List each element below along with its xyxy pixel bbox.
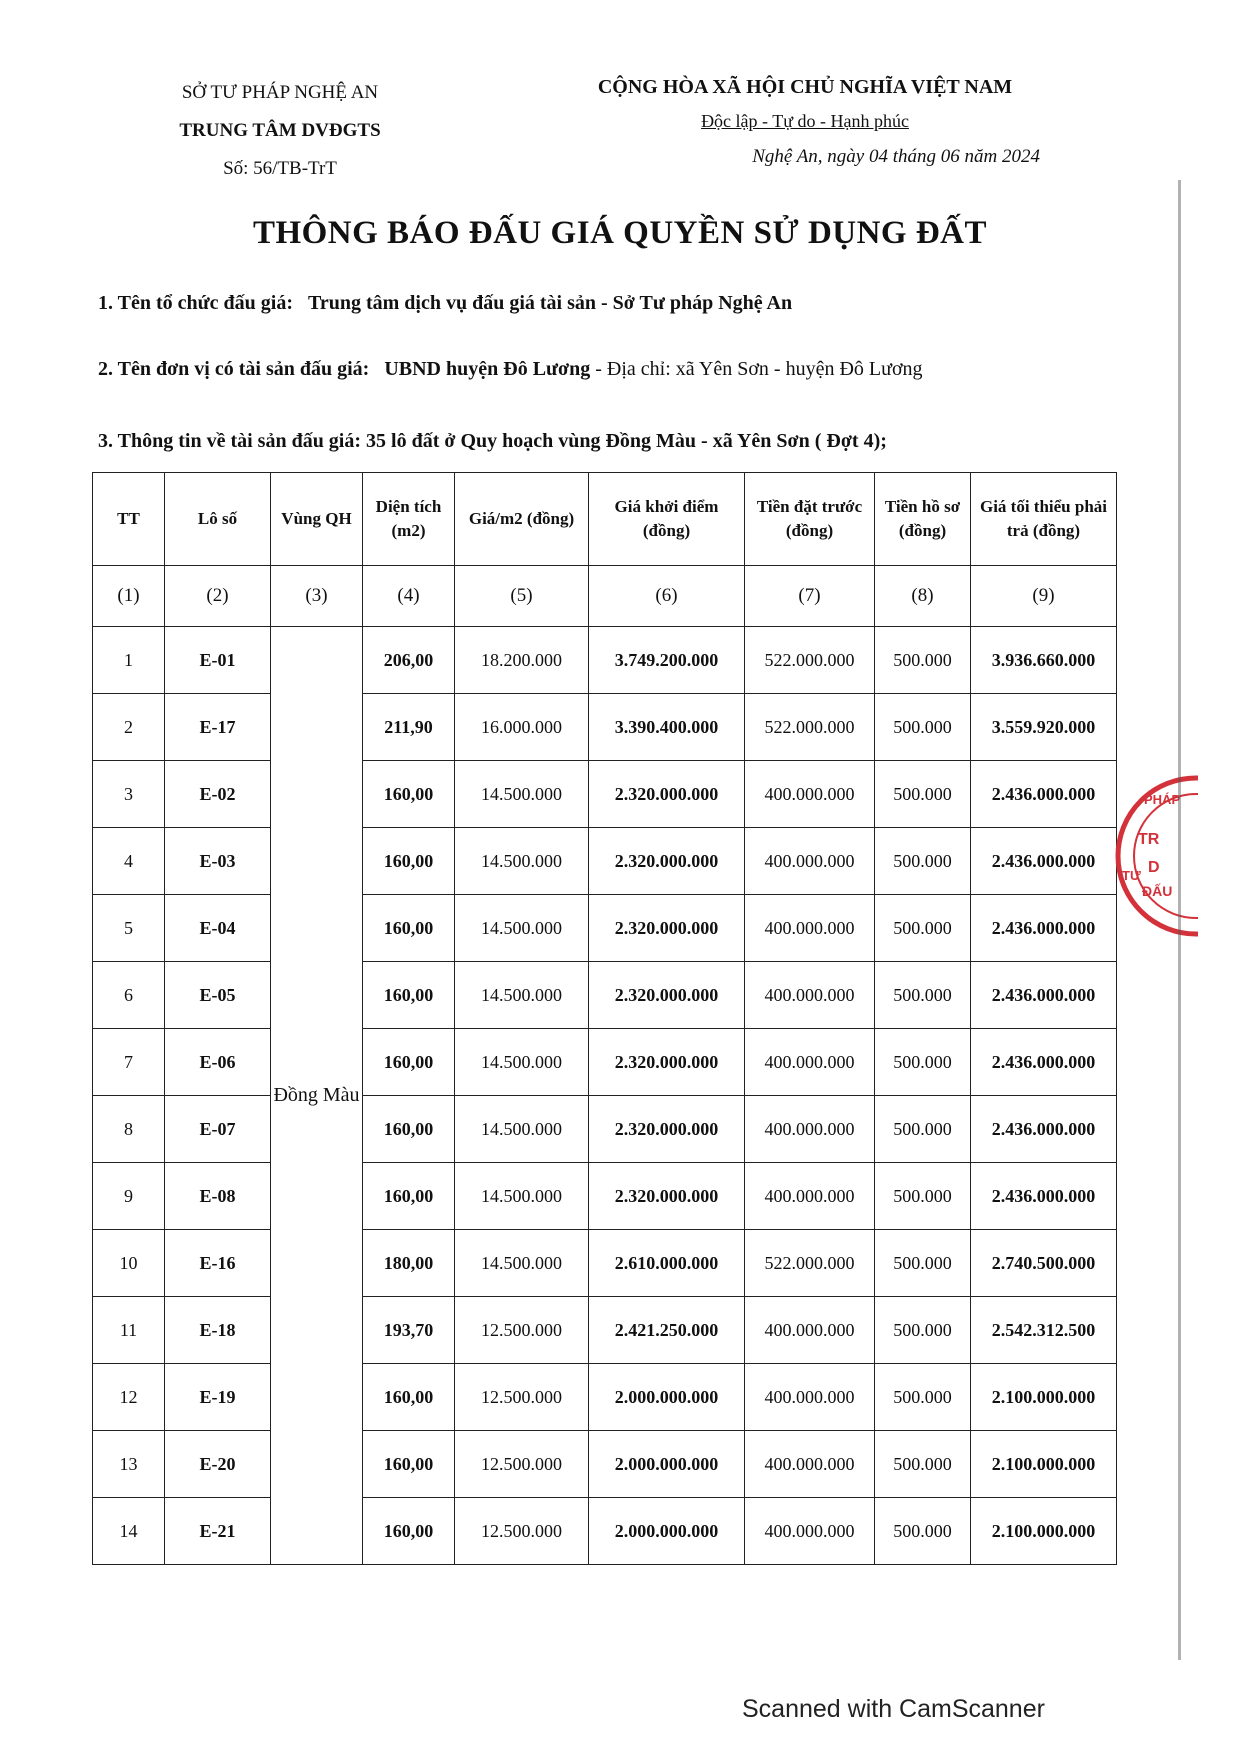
deposit-cell: 400.000.000 <box>745 1297 875 1364</box>
row-number: 2 <box>93 694 165 761</box>
area-cell: 180,00 <box>363 1230 455 1297</box>
fee-cell: 500.000 <box>875 1029 971 1096</box>
fee-cell: 500.000 <box>875 1096 971 1163</box>
start-price-cell: 3.390.400.000 <box>589 694 745 761</box>
row-number: 6 <box>93 962 165 1029</box>
col-header-start-price: Giá khởi điểm (đồng) <box>589 473 745 566</box>
issuer-name: TRUNG TÂM DVĐGTS <box>179 120 381 141</box>
col-number: (3) <box>271 566 363 627</box>
table-row <box>93 895 1117 962</box>
col-header-fee: Tiền hồ sơ (đồng) <box>875 473 971 566</box>
col-header-lot: Lô số <box>165 473 271 566</box>
info-line-2 <box>98 358 923 381</box>
info-value: Trung tâm dịch vụ đấu giá tài sản - Sở Tư pháp Nghệ An <box>307 292 793 314</box>
national-motto: Độc lập - Tự do - Hạnh phúc <box>701 111 909 131</box>
row-number: 14 <box>93 1498 165 1565</box>
start-price-cell: 3.749.200.000 <box>589 627 745 694</box>
lot-number: E-02 <box>165 761 271 828</box>
info-line-1 <box>98 292 792 315</box>
fee-cell: 500.000 <box>875 1230 971 1297</box>
min-price-cell: 2.100.000.000 <box>971 1431 1117 1498</box>
area-cell: 160,00 <box>363 962 455 1029</box>
col-number: (2) <box>165 566 271 627</box>
col-number: (5) <box>455 566 589 627</box>
lot-number: E-16 <box>165 1230 271 1297</box>
info-label: 2. Tên đơn vị có tài sản đấu giá: <box>98 358 370 380</box>
fee-cell: 500.000 <box>875 1297 971 1364</box>
lot-number: E-06 <box>165 1029 271 1096</box>
document-number: Số: 56/TB-TrT <box>223 158 337 179</box>
column-number-row <box>93 566 1117 627</box>
table-row <box>93 1163 1117 1230</box>
col-header-deposit: Tiền đặt trước (đồng) <box>745 473 875 566</box>
deposit-cell: 522.000.000 <box>745 694 875 761</box>
lot-number: E-03 <box>165 828 271 895</box>
info-line-3 <box>98 430 887 453</box>
area-cell: 160,00 <box>363 1096 455 1163</box>
area-cell: 160,00 <box>363 761 455 828</box>
price-per-m2-cell: 12.500.000 <box>455 1364 589 1431</box>
place-date: Nghệ An, ngày 04 tháng 06 năm 2024 <box>752 146 1040 167</box>
min-price-cell: 2.436.000.000 <box>971 962 1117 1029</box>
svg-text:TƯ: TƯ <box>1122 868 1141 883</box>
area-cell: 160,00 <box>363 1029 455 1096</box>
info-address: - Địa chỉ: xã Yên Sơn - huyện Đô Lương <box>590 358 923 380</box>
min-price-cell: 2.436.000.000 <box>971 828 1117 895</box>
col-header-min-price: Giá tối thiểu phải trả (đồng) <box>971 473 1117 566</box>
price-per-m2-cell: 12.500.000 <box>455 1431 589 1498</box>
area-cell: 160,00 <box>363 1364 455 1431</box>
col-number: (7) <box>745 566 875 627</box>
table-body <box>93 627 1117 1565</box>
fee-cell: 500.000 <box>875 1431 971 1498</box>
row-number: 12 <box>93 1364 165 1431</box>
price-per-m2-cell: 14.500.000 <box>455 1096 589 1163</box>
start-price-cell: 2.000.000.000 <box>589 1431 745 1498</box>
fee-cell: 500.000 <box>875 627 971 694</box>
svg-text:ĐẤU: ĐẤU <box>1142 883 1173 899</box>
table-row <box>93 1230 1117 1297</box>
start-price-cell: 2.320.000.000 <box>589 962 745 1029</box>
scanner-watermark: Scanned with CamScanner <box>742 1695 1045 1723</box>
deposit-cell: 400.000.000 <box>745 1096 875 1163</box>
official-seal <box>1108 768 1198 943</box>
info-label: 3. Thông tin về tài sản đấu giá: 35 lô đất ở Quy hoạch vùng Đồng Màu - xã Yên Sơn ( Đợt 4); <box>98 430 887 452</box>
table-row <box>93 1297 1117 1364</box>
price-per-m2-cell: 14.500.000 <box>455 1163 589 1230</box>
col-number: (8) <box>875 566 971 627</box>
min-price-cell: 3.936.660.000 <box>971 627 1117 694</box>
start-price-cell: 2.320.000.000 <box>589 761 745 828</box>
table-row <box>93 1364 1117 1431</box>
area-cell: 160,00 <box>363 1498 455 1565</box>
table-row <box>93 1431 1117 1498</box>
table-row <box>93 761 1117 828</box>
issuer-parent: SỞ TƯ PHÁP NGHỆ AN <box>181 82 379 103</box>
fee-cell: 500.000 <box>875 1163 971 1230</box>
area-cell: 206,00 <box>363 627 455 694</box>
min-price-cell: 3.559.920.000 <box>971 694 1117 761</box>
lot-number: E-20 <box>165 1431 271 1498</box>
deposit-cell: 400.000.000 <box>745 1498 875 1565</box>
area-cell: 160,00 <box>363 828 455 895</box>
price-per-m2-cell: 12.500.000 <box>455 1498 589 1565</box>
lot-number: E-08 <box>165 1163 271 1230</box>
col-header-area: Diện tích (m2) <box>363 473 455 566</box>
table-row <box>93 1096 1117 1163</box>
lot-number: E-17 <box>165 694 271 761</box>
min-price-cell: 2.542.312.500 <box>971 1297 1117 1364</box>
row-number: 1 <box>93 627 165 694</box>
table-row <box>93 1029 1117 1096</box>
fee-cell: 500.000 <box>875 828 971 895</box>
row-number: 7 <box>93 1029 165 1096</box>
lot-number: E-04 <box>165 895 271 962</box>
table-row <box>93 1498 1117 1565</box>
start-price-cell: 2.421.250.000 <box>589 1297 745 1364</box>
start-price-cell: 2.320.000.000 <box>589 1096 745 1163</box>
info-label: 1. Tên tổ chức đấu giá: <box>98 292 293 314</box>
deposit-cell: 400.000.000 <box>745 962 875 1029</box>
svg-text:D: D <box>1148 859 1160 876</box>
price-per-m2-cell: 14.500.000 <box>455 761 589 828</box>
national-header <box>570 76 1040 168</box>
lot-number: E-05 <box>165 962 271 1029</box>
deposit-cell: 400.000.000 <box>745 1029 875 1096</box>
deposit-cell: 400.000.000 <box>745 895 875 962</box>
area-cell: 160,00 <box>363 895 455 962</box>
lot-number: E-01 <box>165 627 271 694</box>
col-header-tt: TT <box>93 473 165 566</box>
row-number: 4 <box>93 828 165 895</box>
fee-cell: 500.000 <box>875 1364 971 1431</box>
svg-text:PHÁP: PHÁP <box>1144 792 1181 807</box>
region-cell: Đồng Màu <box>271 627 363 1565</box>
min-price-cell: 2.436.000.000 <box>971 1029 1117 1096</box>
lot-number: E-18 <box>165 1297 271 1364</box>
col-header-region: Vùng QH <box>271 473 363 566</box>
row-number: 10 <box>93 1230 165 1297</box>
price-per-m2-cell: 14.500.000 <box>455 828 589 895</box>
col-number: (9) <box>971 566 1117 627</box>
issuer-block <box>150 82 410 180</box>
deposit-cell: 400.000.000 <box>745 828 875 895</box>
col-header-price-m2: Giá/m2 (đồng) <box>455 473 589 566</box>
col-number: (4) <box>363 566 455 627</box>
lot-number: E-07 <box>165 1096 271 1163</box>
col-number: (6) <box>589 566 745 627</box>
lot-number: E-19 <box>165 1364 271 1431</box>
price-per-m2-cell: 12.500.000 <box>455 1297 589 1364</box>
row-number: 3 <box>93 761 165 828</box>
table-row <box>93 627 1117 694</box>
deposit-cell: 400.000.000 <box>745 1364 875 1431</box>
area-cell: 160,00 <box>363 1163 455 1230</box>
deposit-cell: 400.000.000 <box>745 761 875 828</box>
document-title: THÔNG BÁO ĐẤU GIÁ QUYỀN SỬ DỤNG ĐẤT <box>252 215 988 251</box>
svg-text:TR: TR <box>1138 831 1160 848</box>
start-price-cell: 2.320.000.000 <box>589 1029 745 1096</box>
price-per-m2-cell: 18.200.000 <box>455 627 589 694</box>
min-price-cell: 2.436.000.000 <box>971 1163 1117 1230</box>
deposit-cell: 400.000.000 <box>745 1431 875 1498</box>
deposit-cell: 400.000.000 <box>745 1163 875 1230</box>
price-per-m2-cell: 14.500.000 <box>455 962 589 1029</box>
start-price-cell: 2.000.000.000 <box>589 1364 745 1431</box>
min-price-cell: 2.740.500.000 <box>971 1230 1117 1297</box>
info-value: UBND huyện Đô Lương <box>384 358 591 380</box>
auction-table <box>92 472 1117 1565</box>
price-per-m2-cell: 14.500.000 <box>455 895 589 962</box>
fee-cell: 500.000 <box>875 694 971 761</box>
price-per-m2-cell: 14.500.000 <box>455 1230 589 1297</box>
area-cell: 193,70 <box>363 1297 455 1364</box>
price-per-m2-cell: 16.000.000 <box>455 694 589 761</box>
row-number: 5 <box>93 895 165 962</box>
area-cell: 211,90 <box>363 694 455 761</box>
fee-cell: 500.000 <box>875 761 971 828</box>
deposit-cell: 522.000.000 <box>745 627 875 694</box>
table-row <box>93 962 1117 1029</box>
start-price-cell: 2.000.000.000 <box>589 1498 745 1565</box>
fee-cell: 500.000 <box>875 895 971 962</box>
row-number: 9 <box>93 1163 165 1230</box>
min-price-cell: 2.100.000.000 <box>971 1364 1117 1431</box>
row-number: 11 <box>93 1297 165 1364</box>
start-price-cell: 2.610.000.000 <box>589 1230 745 1297</box>
row-number: 8 <box>93 1096 165 1163</box>
col-number: (1) <box>93 566 165 627</box>
price-per-m2-cell: 14.500.000 <box>455 1029 589 1096</box>
start-price-cell: 2.320.000.000 <box>589 895 745 962</box>
min-price-cell: 2.436.000.000 <box>971 761 1117 828</box>
area-cell: 160,00 <box>363 1431 455 1498</box>
scan-page-edge <box>1178 180 1181 1660</box>
table-row <box>93 828 1117 895</box>
lot-number: E-21 <box>165 1498 271 1565</box>
start-price-cell: 2.320.000.000 <box>589 828 745 895</box>
min-price-cell: 2.436.000.000 <box>971 1096 1117 1163</box>
table-header-row <box>93 473 1117 566</box>
min-price-cell: 2.100.000.000 <box>971 1498 1117 1565</box>
row-number: 13 <box>93 1431 165 1498</box>
table-row <box>93 694 1117 761</box>
deposit-cell: 522.000.000 <box>745 1230 875 1297</box>
country-name: CỘNG HÒA XÃ HỘI CHỦ NGHĨA VIỆT NAM <box>597 76 1013 98</box>
min-price-cell: 2.436.000.000 <box>971 895 1117 962</box>
fee-cell: 500.000 <box>875 962 971 1029</box>
start-price-cell: 2.320.000.000 <box>589 1163 745 1230</box>
fee-cell: 500.000 <box>875 1498 971 1565</box>
